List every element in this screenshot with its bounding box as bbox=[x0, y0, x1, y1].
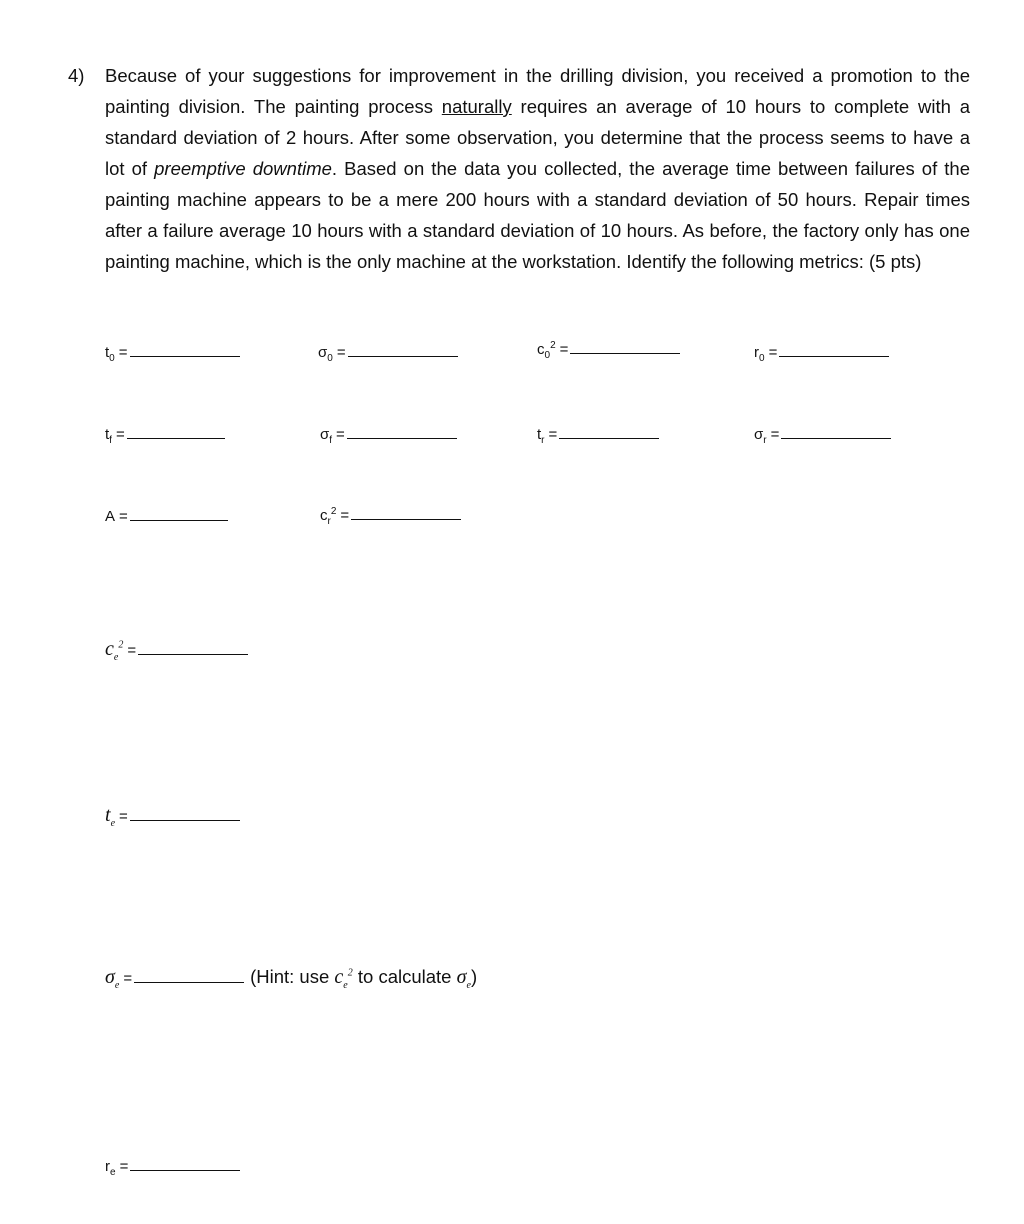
answer-blank-sigmar[interactable] bbox=[781, 437, 891, 439]
field-availability: A = bbox=[105, 508, 228, 525]
answer-blank-sigmaf[interactable] bbox=[347, 437, 457, 439]
field-te: $t_e$ = bbox=[105, 804, 240, 829]
answer-blank-sigmae[interactable] bbox=[134, 981, 244, 983]
answer-blank-t0[interactable] bbox=[130, 355, 240, 357]
problem-text bbox=[105, 60, 970, 277]
answer-blank-re[interactable] bbox=[130, 1169, 240, 1171]
field-r0: $r_0$ = bbox=[754, 344, 889, 364]
field-t0: $t_0$ = bbox=[105, 344, 240, 364]
field-ce-squared: $c_e^2$ = bbox=[105, 638, 248, 663]
hint-text: (Hint: use $c_e^2$ to calculate $\sigma_e$) bbox=[250, 966, 478, 991]
field-c0-squared: $c_0^2$ = bbox=[537, 340, 680, 361]
answer-blank-availability[interactable] bbox=[130, 519, 228, 521]
problem-text-part-2: requires an average of 10 hours to complete with a standard deviation of 2 hours. After some observation, you determine that the process seems to have a lot of bbox=[105, 96, 971, 179]
answer-blank-te[interactable] bbox=[130, 819, 240, 821]
problem-text-part-3: . Based on the data you collected, the average time between failures of the painting machine appears to be a mere 200 hours with a standard deviation of 50 hours. Repair times after a failure average 10 hours with a standard deviation of 10 hours. As before, the factory only has one painting machine, which is the only machine at the workstation. Identify the following metrics: (5 pts) bbox=[105, 158, 971, 272]
field-sigmar: $\sigma_r$ = bbox=[754, 426, 891, 446]
italic-term: preemptive downtime bbox=[154, 158, 332, 179]
answer-blank-ce-squared[interactable] bbox=[138, 653, 248, 655]
problem-number: 4) bbox=[68, 65, 85, 86]
answer-blank-tf[interactable] bbox=[127, 437, 225, 439]
field-cr-squared: $c_r^2$ = bbox=[320, 506, 461, 527]
field-re: $r_e$ = bbox=[105, 1158, 240, 1178]
answer-blank-r0[interactable] bbox=[779, 355, 889, 357]
field-sigmae: $\sigma_e$ = (Hint: use $c_e^2$ to calculate $\sigma_e$) bbox=[105, 966, 478, 991]
problem-text-part-1: Because of your suggestions for improvement in the drilling division, you received a promotion to the painting division. The painting process bbox=[105, 65, 970, 117]
field-sigmaf: $\sigma_f$ = bbox=[320, 426, 457, 446]
field-tf: $t_f$ = bbox=[105, 426, 225, 446]
problem-statement bbox=[68, 60, 970, 277]
answer-blank-tr[interactable] bbox=[559, 437, 659, 439]
field-sigma0: $\sigma_0$ = bbox=[318, 344, 458, 364]
field-tr: $t_r$ = bbox=[537, 426, 659, 446]
answer-blank-sigma0[interactable] bbox=[348, 355, 458, 357]
answer-blank-c0-squared[interactable] bbox=[570, 352, 680, 354]
underlined-word: naturally bbox=[441, 96, 512, 117]
answer-blank-cr-squared[interactable] bbox=[351, 518, 461, 520]
